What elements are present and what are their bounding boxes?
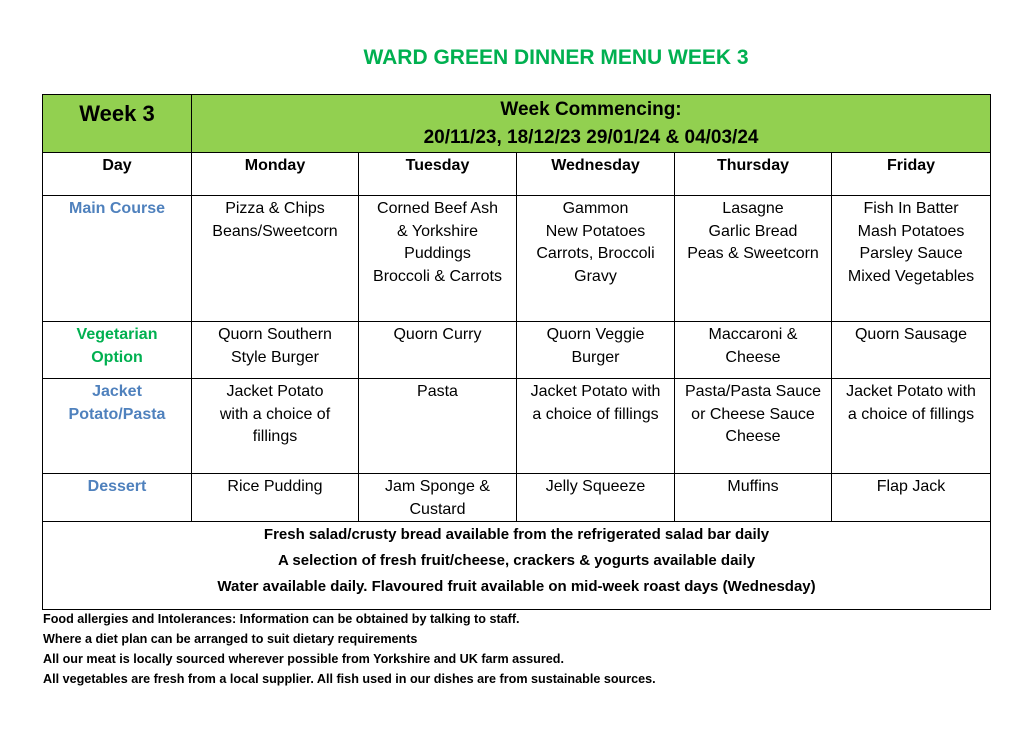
commencing-label: Week Commencing: xyxy=(500,99,682,120)
menu-cell xyxy=(675,196,832,322)
note-line: All our meat is locally sourced wherever possible from Yorkshire and UK farm assured. xyxy=(43,652,564,666)
menu-cell xyxy=(832,474,991,522)
menu-cell xyxy=(517,474,675,522)
menu-item-line: Carrots, Broccoli xyxy=(536,245,655,263)
table-row xyxy=(43,379,991,474)
menu-item-line: Pasta/Pasta Sauce xyxy=(684,383,822,400)
footer-line: Fresh salad/crusty bread available from the refrigerated salad bar daily xyxy=(263,526,770,544)
menu-item-line: Quorn Sausage xyxy=(854,326,968,343)
table-row xyxy=(43,322,991,379)
menu-item-line: Peas & Sweetcorn xyxy=(687,245,819,263)
note-line: All vegetables are fresh from a local supplier. All fish used in our dishes are from sustainable sources. xyxy=(43,672,656,686)
menu-item-line: Mash Potatoes xyxy=(857,222,965,240)
day-column-header: Day xyxy=(43,153,192,196)
day-header-row xyxy=(43,153,991,196)
menu-item-line: Muffins xyxy=(727,478,779,495)
day-friday: Friday xyxy=(832,153,991,196)
row-label: Dessert xyxy=(43,474,192,522)
menu-item-line: Cheese xyxy=(725,348,781,366)
menu-item-line: Quorn Curry xyxy=(393,326,482,343)
day-thursday: Thursday xyxy=(675,153,832,196)
menu-item-line: Quorn Veggie xyxy=(546,326,645,343)
menu-cell xyxy=(832,196,991,322)
menu-item-line: Pasta xyxy=(417,383,458,400)
menu-item-line: Gammon xyxy=(562,200,629,217)
menu-cell xyxy=(517,379,675,474)
menu-item-line: New Potatoes xyxy=(545,222,646,240)
menu-item-line: a choice of fillings xyxy=(847,405,975,423)
menu-item-line: fillings xyxy=(252,428,298,446)
day-wednesday: Wednesday xyxy=(517,153,675,196)
menu-item-line: Broccoli & Carrots xyxy=(373,267,502,285)
menu-item-line: Beans/Sweetcorn xyxy=(212,222,338,240)
menu-cell xyxy=(192,196,359,322)
menu-item-line: Cheese xyxy=(725,428,781,446)
menu-cell xyxy=(192,379,359,474)
allergy-notes xyxy=(43,609,656,689)
menu-item-line: Jacket Potato with xyxy=(846,383,976,400)
menu-item-line: Flap Jack xyxy=(876,478,946,495)
menu-cell xyxy=(359,379,517,474)
menu-cell xyxy=(517,196,675,322)
row-label-text: Jacket Potato/Pasta xyxy=(68,383,166,423)
page-title: WARD GREEN DINNER MENU WEEK 3 xyxy=(363,46,749,69)
footer-line: Water available daily. Flavoured fruit available on mid-week roast days (Wednesday) xyxy=(217,578,816,596)
menu-item-line: Garlic Bread xyxy=(708,222,798,240)
day-tuesday: Tuesday xyxy=(359,153,517,196)
menu-item-line: Corned Beef Ash xyxy=(377,200,498,217)
menu-item-line: Jelly Squeeze xyxy=(545,478,646,495)
menu-cell xyxy=(359,196,517,322)
row-label-text: Vegetarian Option xyxy=(76,326,158,366)
table-row xyxy=(43,474,991,522)
menu-cell xyxy=(832,379,991,474)
menu-item-line: Fish In Batter xyxy=(863,200,959,217)
menu-item-line: with a choice of xyxy=(219,405,331,423)
menu-table xyxy=(42,94,991,610)
menu-item-line: Lasagne xyxy=(722,200,784,217)
menu-item-line: Quorn Southern xyxy=(218,326,332,343)
menu-cell xyxy=(359,322,517,379)
menu-item-line: Jam Sponge & xyxy=(385,478,490,495)
menu-cell xyxy=(192,322,359,379)
menu-cell xyxy=(359,474,517,522)
menu-item-line: Custard xyxy=(409,500,466,518)
menu-item-line: Pizza & Chips xyxy=(225,200,325,217)
table-row xyxy=(43,196,991,322)
menu-item-line: Rice Pudding xyxy=(227,478,323,495)
menu-item-line: Puddings xyxy=(404,245,471,263)
menu-item-line: or Cheese Sauce xyxy=(691,405,815,423)
menu-cell xyxy=(675,474,832,522)
week-commencing xyxy=(192,95,991,153)
menu-item-line: Style Burger xyxy=(230,348,320,366)
menu-cell xyxy=(517,322,675,379)
commencing-dates: 20/11/23, 18/12/23 29/01/24 & 04/03/24 xyxy=(423,127,759,148)
menu-item-line: Jacket Potato with xyxy=(530,383,661,400)
header-row xyxy=(43,95,991,153)
daily-info xyxy=(43,522,991,610)
menu-item-line: Jacket Potato xyxy=(226,383,324,400)
week-label: Week 3 xyxy=(43,95,192,153)
menu-item-line: Maccaroni & xyxy=(708,326,798,343)
menu-cell xyxy=(675,379,832,474)
menu-cell xyxy=(192,474,359,522)
note-line: Food allergies and Intolerances: Information can be obtained by talking to staff. xyxy=(43,612,520,626)
menu-item-line: Gravy xyxy=(574,267,617,285)
menu-item-line: a choice of fillings xyxy=(532,405,659,423)
menu-cell xyxy=(832,322,991,379)
row-label: Main Course xyxy=(43,196,192,322)
menu-item-line: Parsley Sauce xyxy=(859,245,963,263)
day-monday: Monday xyxy=(192,153,359,196)
footer-row xyxy=(43,522,991,610)
menu-item-line: Burger xyxy=(571,348,620,366)
row-label xyxy=(43,322,192,379)
menu-item-line: & Yorkshire xyxy=(397,222,478,240)
menu-item-line: Mixed Vegetables xyxy=(847,267,975,285)
row-label xyxy=(43,379,192,474)
note-line: Where a diet plan can be arranged to suit dietary requirements xyxy=(43,632,418,646)
footer-line: A selection of fresh fruit/cheese, crackers & yogurts available daily xyxy=(277,552,756,570)
menu-cell xyxy=(675,322,832,379)
